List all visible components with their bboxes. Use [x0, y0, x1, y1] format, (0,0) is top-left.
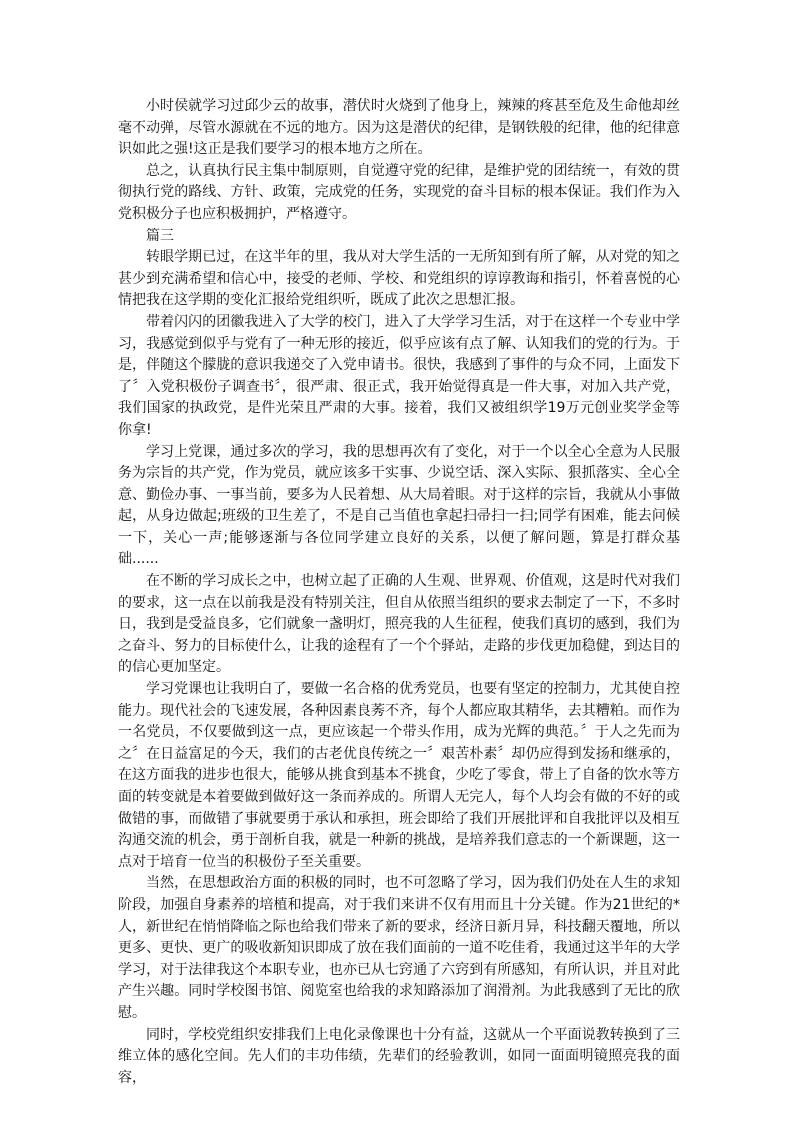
paragraph-semester-intro: 转眼学期已过，在这半年的里，我从对大学生活的一无所知到有所了解，从对党的知之甚少到充满希望和信心中，接受的老师、学校、和党组织的谆谆教诲和指引，怀着喜悦的心情把我在这学期的变化汇报给党组织听，既成了此次之思想汇报。: [118, 249, 680, 309]
paragraph-study: 当然，在思想政治方面的积极的同时，也不可忽略了学习，因为我们仍处在人生的求知阶段，加强自身素养的培植和提高，对于我们来讲不仅有用而且十分关键。作为21世纪的*人，新世纪在悄悄降临之际也给我们带来了新的要求，经济日新月异，科技翻天覆地，所以更多、更快、更广的吸收新知识即成了放在我们面前的一道不吃佳肴，我通过这半年的大学学习，对于法律我这个本职专业，也亦已从七窍通了六窍到有所感知，有所认识，并且对此产生兴趣。同时学校图书馆、阅览室也给我的求知路添加了润滑剂。为此我感到了无比的欣慰。: [118, 875, 680, 1021]
paragraph-entering-university: 带着闪闪的团徽我进入了大学的校门，进入了大学学习生活，对于在这样一个专业中学习，我感觉到似乎与党有了一种无形的接近，似乎应该有点了解、认知我们的党的行为。于是，伴随这个朦胧的意识我递交了入党申请书。很快，我感到了事件的与众不同，上面发下了〞入党积极份子调查书〞，很严肃、很正式，我开始觉得真是一件大事，对加入共产党，我们国家的执政党，是件光荣且严肃的大事。接着，我们又被组织学19万元创业奖学金等你拿!: [118, 313, 680, 438]
section-heading: 篇三: [146, 227, 174, 244]
paragraph-self-control: 学习党课也让我明白了，要做一名合格的优秀党员，也要有坚定的控制力，尤其使自控能力。现代社会的飞速发展，各种因素良莠不齐，每个人都应取其精华，去其糟粕。而作为一名党员，不仅要做到这一点，更应该起一个带头作用，成为光辉的典范。〞于人之先而为之〞在日益富足的今天，我们的古老优良传统之一〞艰苦朴素〞却仍应得到发扬和继承的，在这方面我的进步也很大，能够从挑食到基本不挑食，少吃了零食，带上了自备的饮水等方面的转变就是本着要做到做好这一条而养成的。所谓人无完人，每个人均会有做的不好的或做错的事，而做错了事就要勇于承认和承担，班会即给了我们开展批评和自我批评以及相互沟通交流的机会，勇于剖析自我，就是一种新的挑战，是培养我们意志的一个新课题，这一点对于培育一位当的积极份子至关重要。: [118, 681, 680, 870]
paragraph-qiu-shaoyun: 小时侯就学习过邱少云的故事，潜伏时火烧到了他身上，辣辣的疼甚至危及生命他却丝毫不动弹，尽管水源就在不远的地方。因为这是潜伏的纪律，是钢铁般的纪律，他的纪律意识如此之强!这正是我们要学习的根本地方之所在。: [118, 98, 680, 158]
paragraph-party-class: 学习上党课，通过多次的学习，我的思想再次有了变化，对于一个以全心全意为人民服务为宗旨的共产党，作为党员，就应该多干实事、少说空话、深入实际、狠抓落实、全心全意、勤俭办事、一事当前，要多为人民着想、从大局着眼。对于这样的宗旨，我就从小事做起，从身边做起;班级的卫生差了，不是自己当值也拿起扫帚扫一扫;同学有困难，能去问候一下，关心一声;能够逐渐与各位同学建立良好的关系，以便了解问题，算是打群众基础......: [118, 443, 680, 568]
paragraph-worldview: 在不断的学习成长之中，也树立起了正确的人生观、世界观、价值观，这是时代对我们的要求，这一点在以前我是没有特别关注，但自从依照当组织的要求去制定了一下，不多时日，我到是受益良多，它们就象一盏明灯，照亮我的人生征程，使我们真切的感到，我们为之奋斗、努力的目标使什么，让我的途程有了一个个驿站，走路的步伐更加稳健，到达目的的信心更加坚定。: [118, 573, 680, 676]
paragraph-summary: 总之，认真执行民主集中制原则，自觉遵守党的纪律，是维护党的团结统一，有效的贯彻执行党的路线、方针、政策，完成党的任务，实现党的奋斗目标的根本保证。我们作为入党积极分子也应积极拥护，严格遵守。: [118, 162, 680, 222]
paragraph-video-class: 同时，学校党组织安排我们上电化录像课也十分有益，这就从一个平面说教转换到了三维立体的感化空间。先人们的丰功伟绩，先辈们的经验教训，如同一面面明镜照亮我的面容，: [118, 1026, 680, 1086]
document-body: [118, 96, 680, 1089]
